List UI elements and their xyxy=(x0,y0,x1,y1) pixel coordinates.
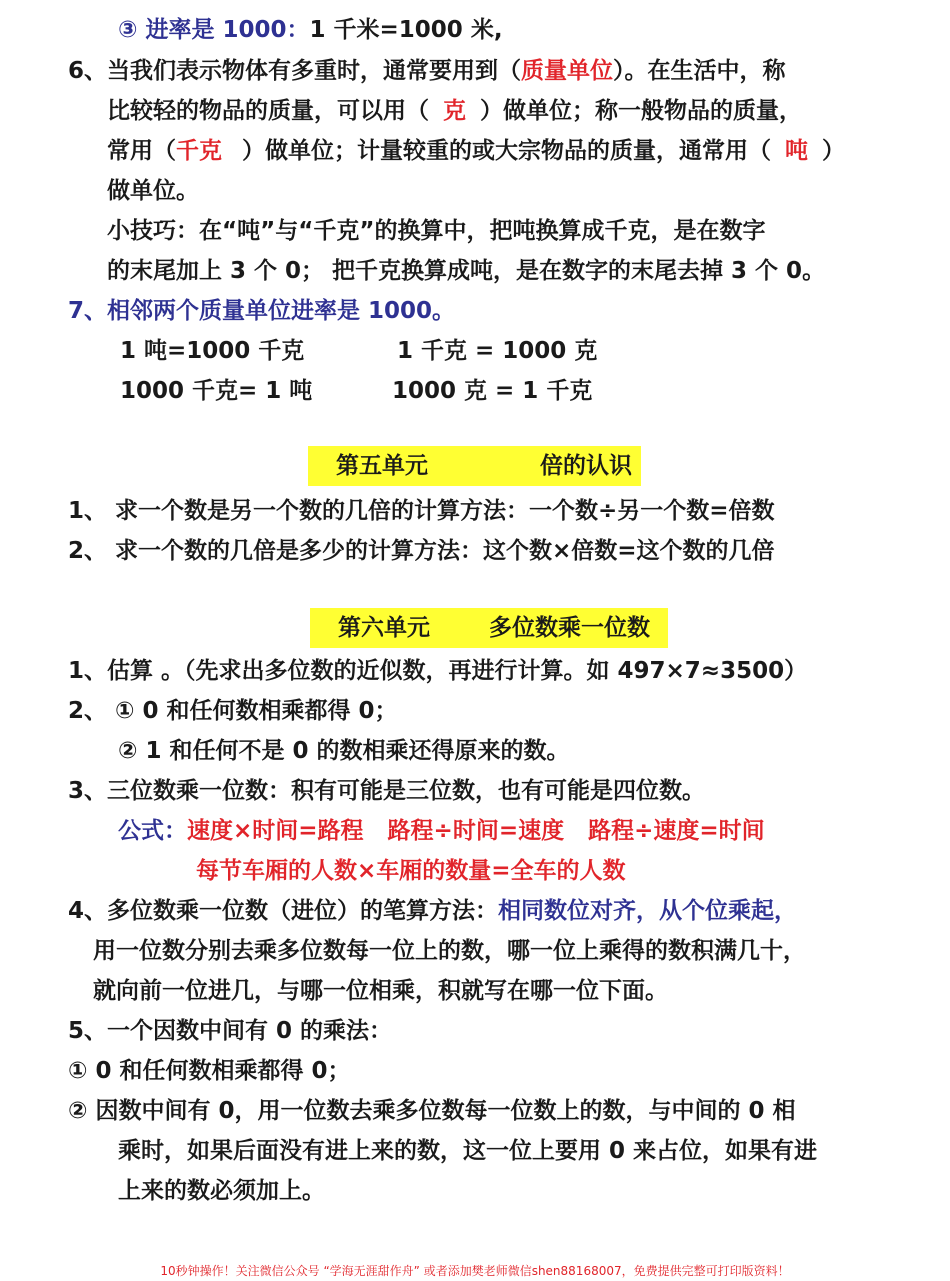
conversion-4: 1000 克 = 1 千克 xyxy=(392,378,593,404)
unit-6-item-5: 5、一个因数中间有 0 的乘法： xyxy=(68,1018,393,1044)
footer-promo: 10秒钟操作！关注微信公众号 “学海无涯甜作舟” 或者添加樊老师微信shen88168007，免费提供完整可打印版资料！ xyxy=(160,1264,790,1278)
unit-6-item-2b: ② 1 和任何不是 0 的数相乘还得原来的数。 xyxy=(118,738,570,764)
formula-line-2: 每节车厢的人数×车厢的数量=全车的人数 xyxy=(196,858,626,884)
section-6-tip-2: 的末尾加上 3 个 0； 把千克换算成吨，是在数字的末尾去掉 3 个 0。 xyxy=(107,258,826,284)
unit-6-item-5-2b: 乘时，如果后面没有进上来的数，这一位上要用 0 来占位，如果有进 xyxy=(118,1138,818,1164)
conversion-1: 1 吨=1000 千克 xyxy=(120,338,305,364)
conversion-3: 1000 千克= 1 吨 xyxy=(120,378,313,404)
section-6-line-2: 比较轻的物品的质量，可以用（ 克 ）做单位；称一般物品的质量， xyxy=(107,98,802,124)
unit-6-subtitle: 多位数乘一位数 xyxy=(489,615,650,641)
section-7-title: 7、相邻两个质量单位进率是 1000。 xyxy=(68,298,456,324)
formula-line-1: 公式：速度×时间=路程 路程÷时间=速度 路程÷速度=时间 xyxy=(118,818,765,844)
section-6-line-3: 常用（千克 ）做单位；计量较重的或大宗物品的质量，通常用（ 吨 ） xyxy=(107,138,845,164)
unit-6-item-1: 1、估算 。（先求出多位数的近似数，再进行计算。如 497×7≈3500） xyxy=(68,658,808,684)
line-rate-km: ③ 进率是 1000：1 千米=1000 米, xyxy=(118,17,503,43)
unit-5-item-2: 2、 求一个数的几倍是多少的计算方法：这个数×倍数=这个数的几倍 xyxy=(68,538,775,564)
unit-5-title: 第五单元 xyxy=(336,453,428,479)
unit-6-item-5-1: ① 0 和任何数相乘都得 0； xyxy=(68,1058,351,1084)
unit-6-item-4a: 4、多位数乘一位数（进位）的笔算方法：相同数位对齐，从个位乘起， xyxy=(68,898,798,924)
unit-6-item-4b: 用一位数分别去乘多位数每一位上的数，哪一位上乘得的数积满几十， xyxy=(93,938,806,964)
section-6-tip-1: 小技巧：在“吨”与“千克”的换算中，把吨换算成千克，是在数字 xyxy=(107,218,766,244)
conversion-2: 1 千克 = 1000 克 xyxy=(397,338,598,364)
unit-6-item-5-2c: 上来的数必须加上。 xyxy=(118,1178,325,1204)
unit-6-item-5-2a: ② 因数中间有 0，用一位数去乘多位数每一位数上的数，与中间的 0 相 xyxy=(68,1098,796,1124)
unit-6-item-2a: 2、 ① 0 和任何数相乘都得 0； xyxy=(68,698,398,724)
unit-6-item-4c: 就向前一位进几，与哪一位相乘，积就写在哪一位下面。 xyxy=(93,978,668,1004)
section-6-line-4: 做单位。 xyxy=(107,178,199,204)
section-6-line-1: 6、当我们表示物体有多重时，通常要用到（质量单位）。在生活中，称 xyxy=(68,58,786,84)
unit-5-subtitle: 倍的认识 xyxy=(540,453,632,479)
unit-6-item-3: 3、三位数乘一位数：积有可能是三位数，也有可能是四位数。 xyxy=(68,778,706,804)
unit-6-title: 第六单元 xyxy=(338,615,430,641)
unit-5-item-1: 1、 求一个数是另一个数的几倍的计算方法：一个数÷另一个数=倍数 xyxy=(68,498,775,524)
